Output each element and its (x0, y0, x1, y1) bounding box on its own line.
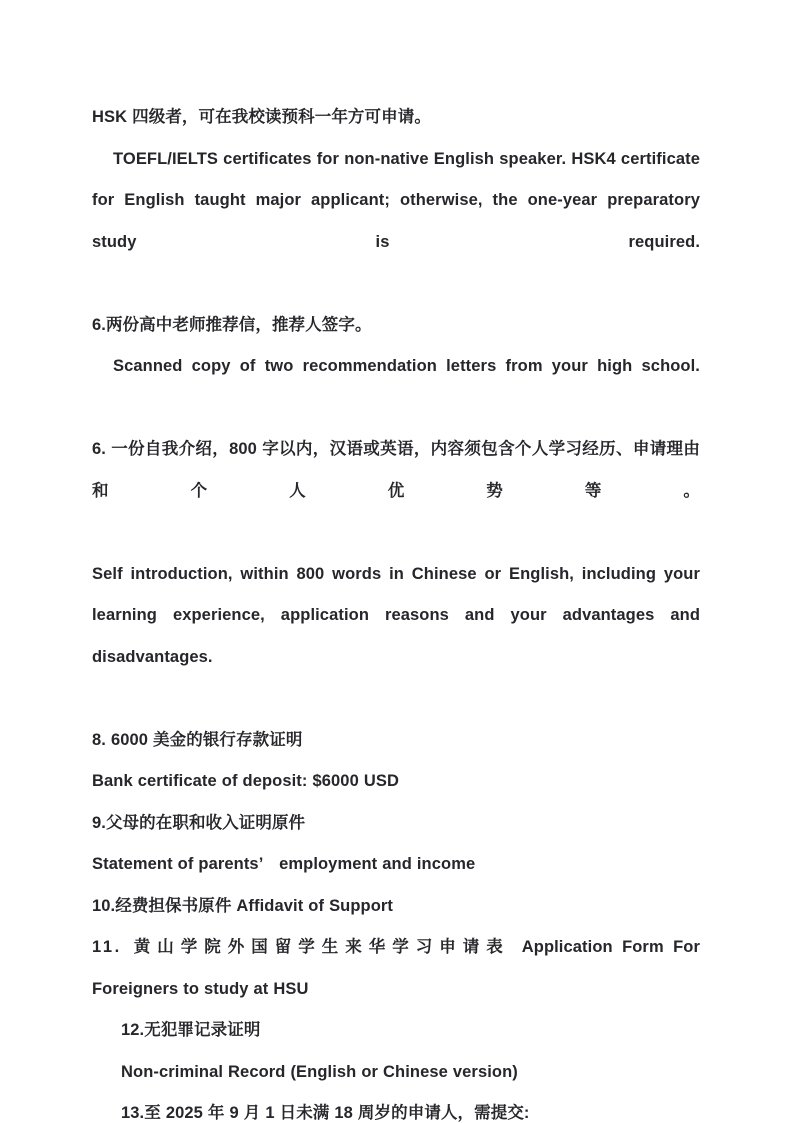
item11-english-title-start: Application Form For (521, 938, 700, 956)
paragraph-item9-parents-income-english: Statement of parents’ employment and income (92, 855, 476, 873)
document-text-body (92, 97, 700, 1123)
paragraph-item12-non-criminal-record-chinese: 12.无犯罪记录证明 (121, 1021, 261, 1039)
paragraph-item12-non-criminal-record-english: Non-criminal Record (English or Chinese version) (121, 1062, 518, 1081)
paragraph-item6-self-introduction-english: Self introduction, within 800 words in Chinese or English, including your learning experience, application reasons and your advantages and disadvantages. (92, 564, 700, 666)
paragraph-item9-parents-income-chinese: 9.父母的在职和收入证明原件 (92, 813, 306, 832)
item11-line2: Foreigners to study at HSU (92, 979, 309, 998)
paragraph-item6-recommendation-english: Scanned copy of two recommendation letters from your high school. (113, 357, 700, 375)
paragraph-item6-self-introduction-chinese: 6. 一份自我介绍，800 字以内，汉语或英语，内容须包含个人学习经历、申请理由和个人优势等。 (92, 440, 700, 500)
paragraph-item8-bank-deposit-chinese: 8. 6000 美金的银行存款证明 (92, 730, 303, 749)
paragraph-item11-application-form (92, 927, 700, 1010)
paragraph-item10-affidavit-of-support: 10.经费担保书原件 Affidavit of Support (92, 896, 393, 915)
item11-line1 (92, 938, 700, 956)
item11-chinese-title: 11. 黄山学院外国留学生来华学习申请表 (92, 938, 510, 956)
paragraph-hsk-level4-chinese: HSK 四级者，可在我校读预科一年方可申请。 (92, 108, 431, 126)
paragraph-item6-recommendation-chinese: 6.两份高中老师推荐信，推荐人签字。 (92, 315, 372, 334)
paragraph-item13-under-18-applicants: 13.至 2025 年 9 月 1 日未满 18 周岁的申请人，需提交: (121, 1104, 530, 1122)
paragraph-item8-bank-deposit-english: Bank certificate of deposit: $6000 USD (92, 772, 399, 790)
paragraph-toefl-ielts-english: TOEFL/IELTS certificates for non-native English speaker. HSK4 certificate for English taught major applicant; otherwise, the one-year preparatory study is required. (92, 149, 700, 251)
